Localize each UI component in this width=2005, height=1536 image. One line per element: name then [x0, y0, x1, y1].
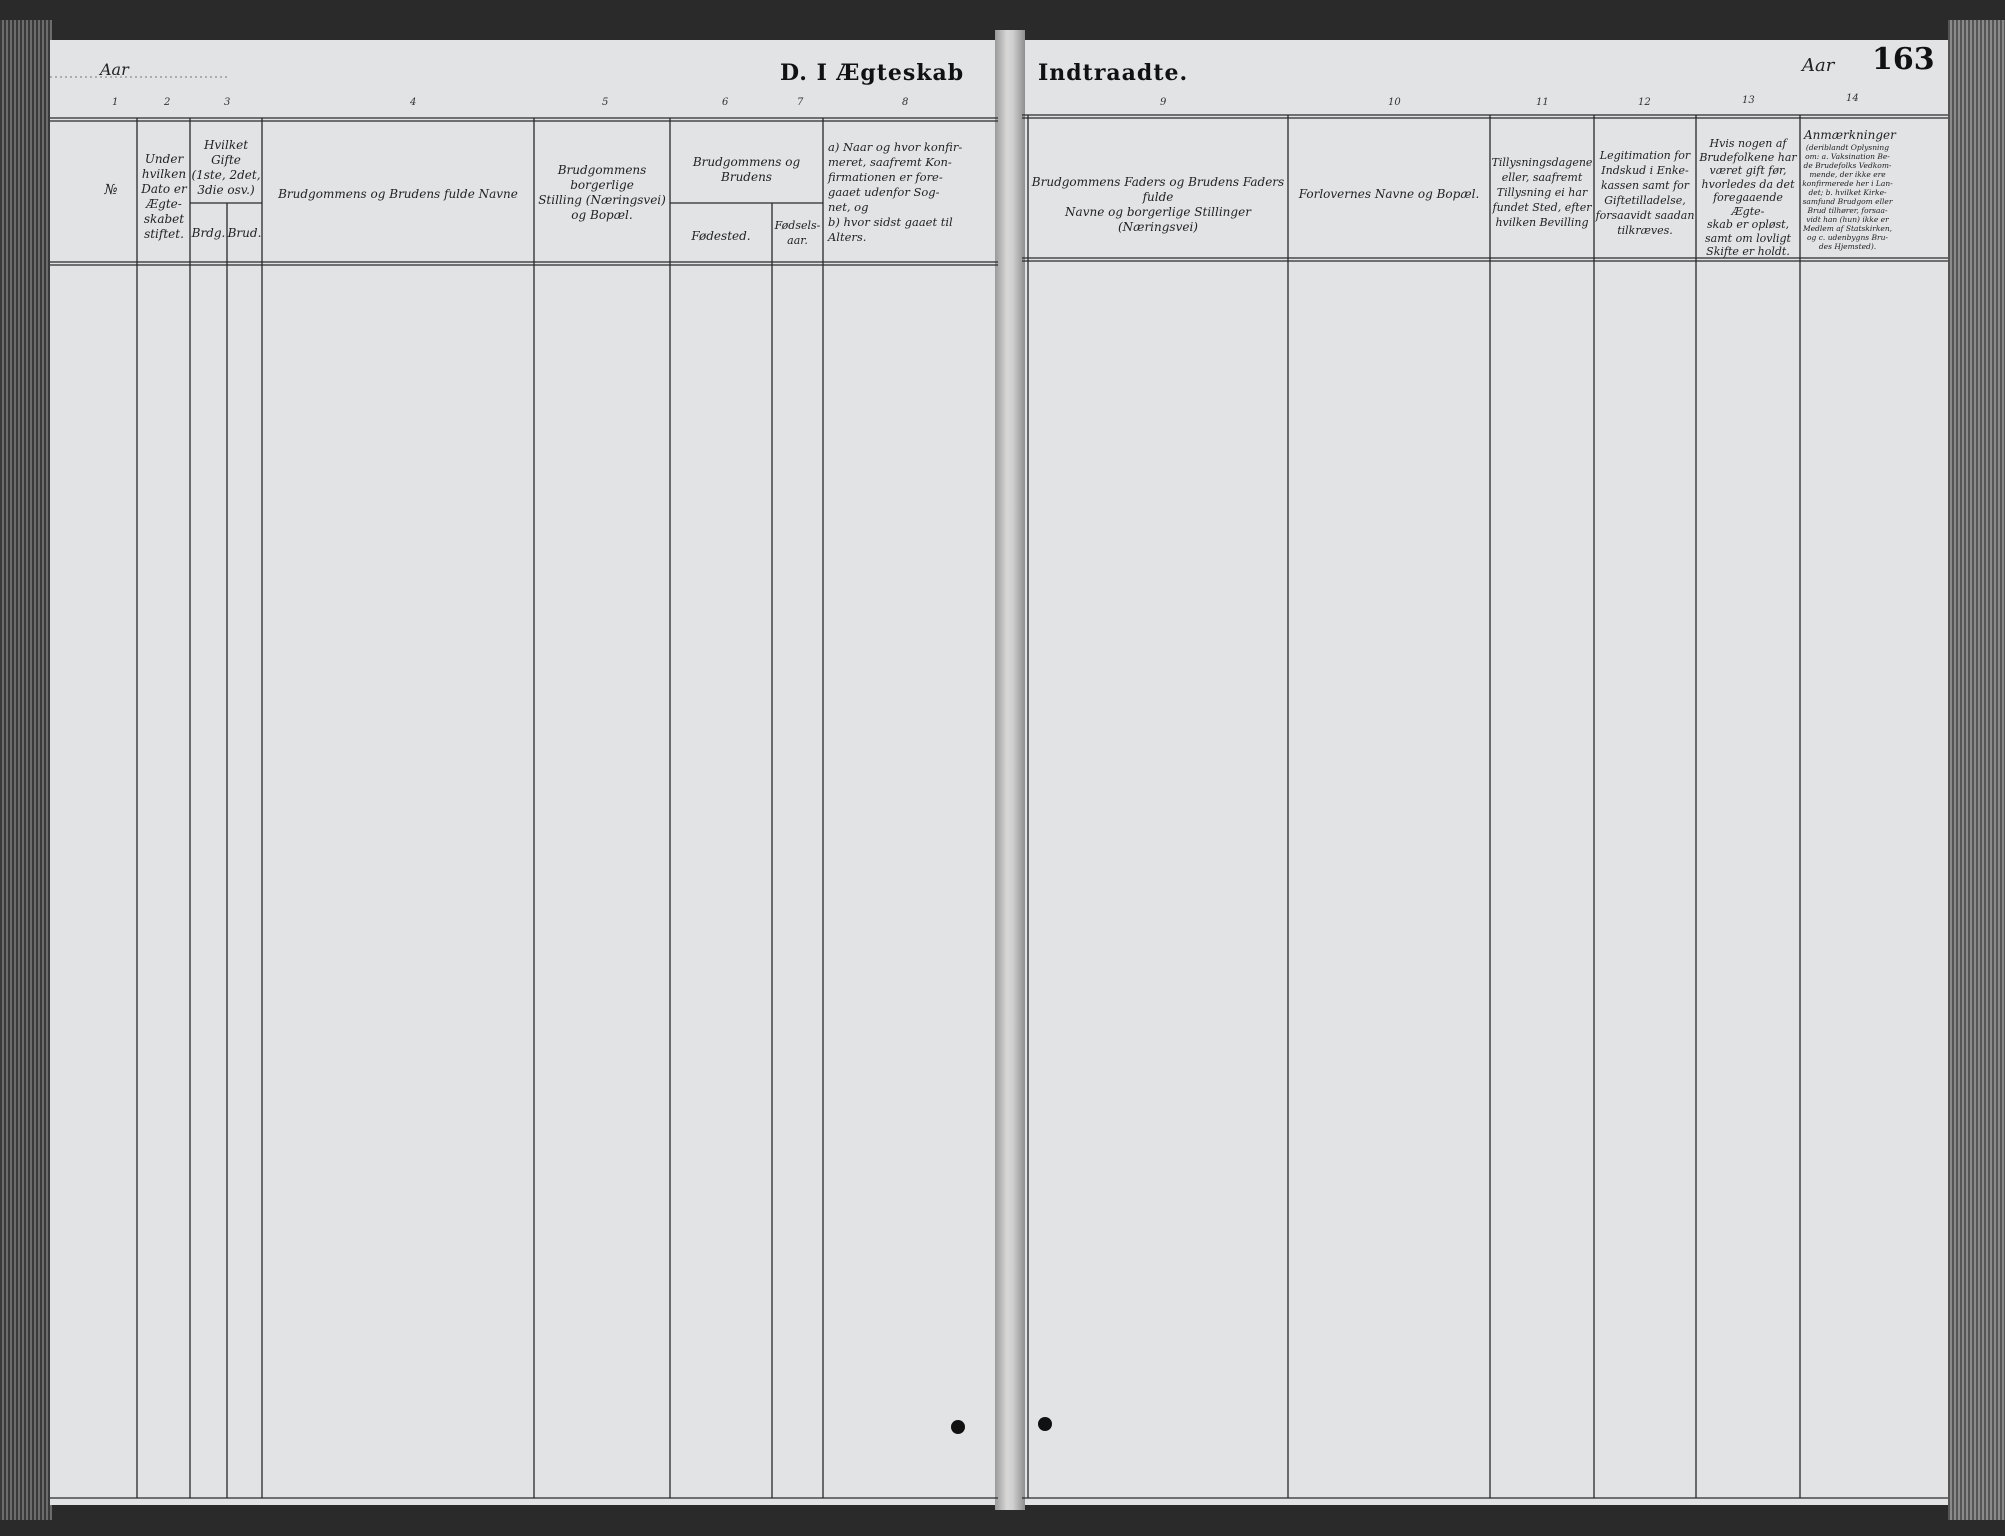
column-number: 10	[1388, 97, 1401, 108]
column-number: 14	[1846, 93, 1859, 104]
aar-label-right: Aar	[1802, 55, 1835, 76]
header-col13: Hvis nogen af Brudefolkene har været gift før, hvorledes da det foregaaende Ægte- skab er opløst, samt om lovligt Skifte er holdt.	[1699, 137, 1797, 258]
column-number: 13	[1742, 95, 1755, 106]
column-number: 11	[1536, 97, 1549, 108]
header-col67-top: Brudgommens og Brudens	[692, 155, 801, 184]
column-number: 4	[410, 97, 417, 108]
column-number: 12	[1638, 97, 1651, 108]
header-col3-brud: Brud.	[227, 226, 262, 240]
aar-label-left: Aar	[100, 60, 129, 79]
column-number: 6	[722, 97, 729, 108]
title-left: D. I Ægteskab	[780, 60, 965, 86]
header-col11: Tillysningsdagene eller, saafremt Tillysning ei har fundet Sted, efter hvilken Bevilling	[1491, 156, 1593, 229]
column-number: 3	[224, 97, 231, 108]
binding-holes	[951, 1417, 1052, 1434]
header-col14-heading: Anmærkninger	[1804, 128, 1896, 142]
title-right: Indtraadte.	[1038, 60, 1189, 86]
header-col8: a) Naar og hvor konfir- meret, saafremt Kon- firmationen er fore- gaaet udenfor Sog- net, og b) hvor sidst gaaet til Alters.	[828, 140, 963, 244]
header-col1: №	[104, 182, 118, 198]
header-col7: Fødsels- aar.	[774, 219, 821, 247]
column-number: 9	[1160, 97, 1167, 108]
header-col10: Forlovernes Navne og Bopæl.	[1298, 187, 1480, 201]
column-number: 8	[902, 97, 909, 108]
header-col6: Fødested.	[691, 229, 751, 243]
page-number: 163	[1872, 42, 1935, 77]
header-col5: Brudgommens borgerlige Stilling (Næringsvei) og Bopæl.	[538, 163, 666, 222]
header-col4: Brudgommens og Brudens fulde Navne	[278, 187, 518, 201]
header-col2: Under hvilken Dato er Ægte- skabet stiftet.	[141, 152, 187, 241]
header-col14: (deriblandt Oplysning om: a. Vaksination Be- de Brudefolks Vedkom- mende, der ikke ere konfirmerede her i Lan- det; b. hvilket Kirke- samfund Brudgom eller Brud tilhører, forsaa- vidt han (hun) ikke er Medlem af Statskirken, og c. udenbygns Bru- des Hjemsted).	[1802, 143, 1893, 251]
header-col9: Brudgommens Faders og Brudens Faders fulde Navne og borgerlige Stillinger (Næringsvei)	[1031, 175, 1285, 234]
column-number: 2	[164, 97, 171, 108]
header-col3-top: Hvilket Gifte (1ste, 2det, 3die osv.)	[191, 138, 261, 197]
header-col12: Legitimation for Indskud i Enke- kassen samt for Giftetilladelse, forsaavidt saadan tilkræves.	[1595, 149, 1695, 237]
column-number: 1	[112, 97, 119, 108]
column-number: 7	[797, 97, 804, 108]
column-number: 5	[602, 97, 609, 108]
header-col3-brdg: Brdg.	[191, 226, 226, 240]
